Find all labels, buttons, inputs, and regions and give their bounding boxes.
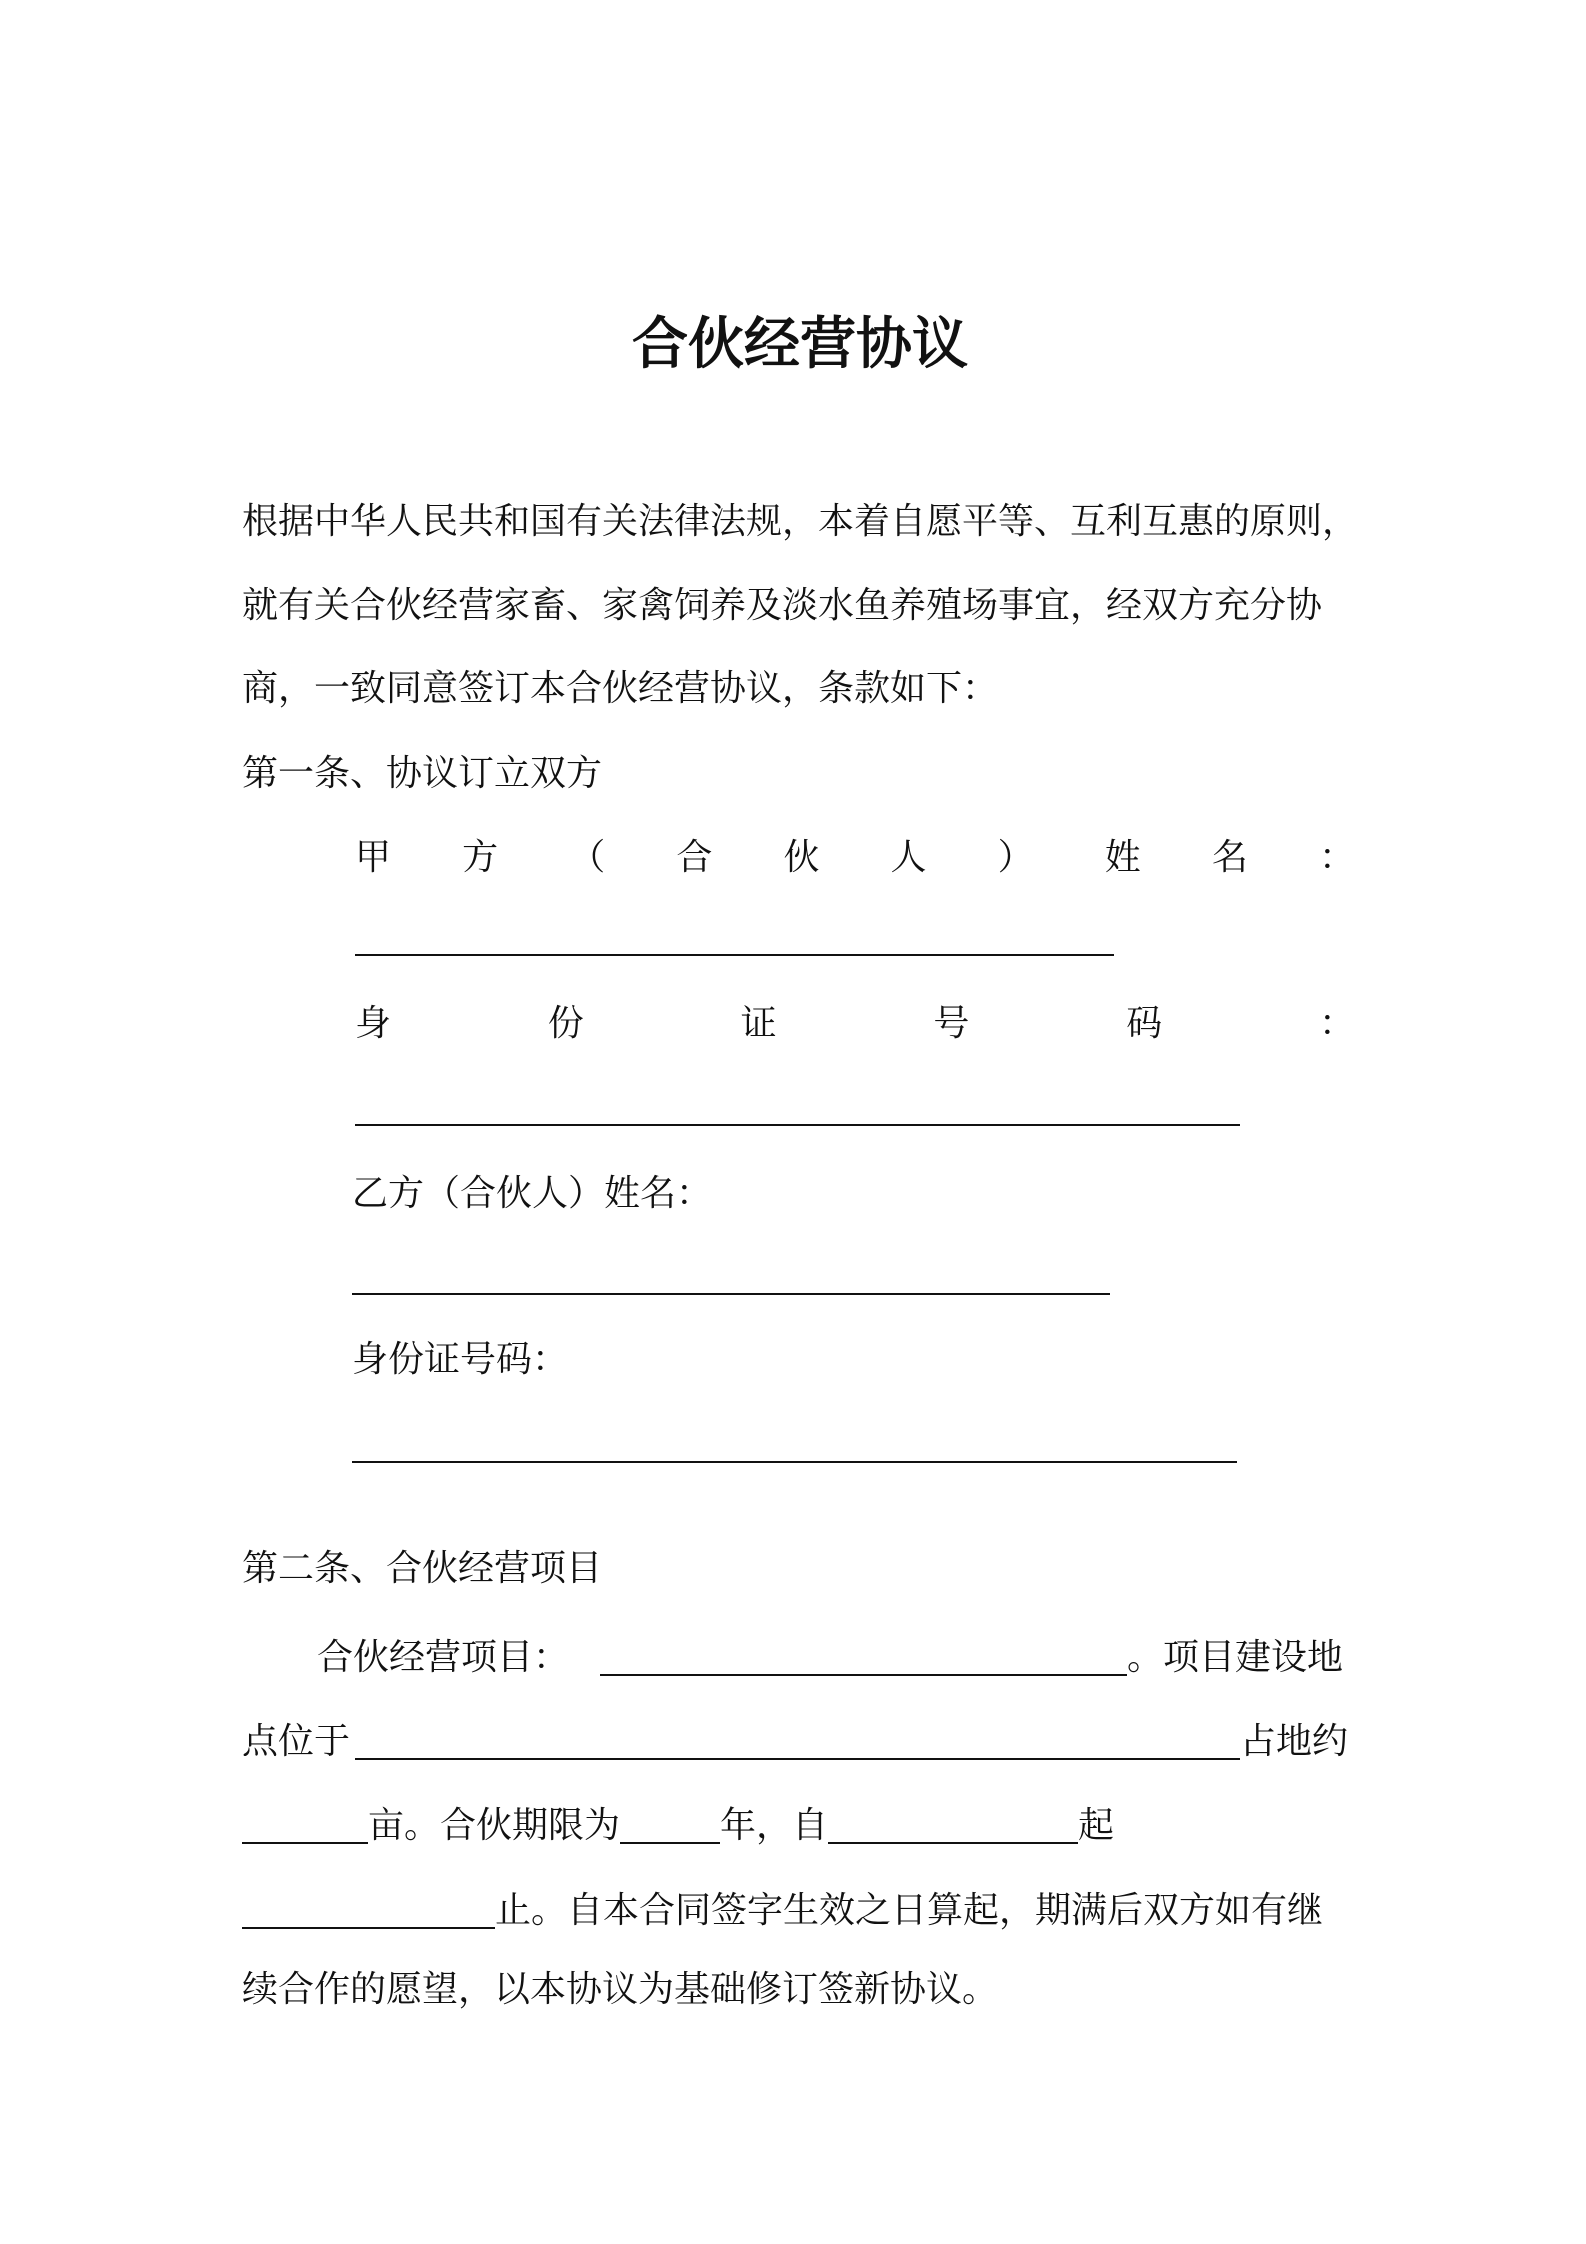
label-char: 姓: [1104, 837, 1141, 878]
location-label: 点位于: [242, 1721, 351, 1762]
label-char: 合: [676, 837, 713, 878]
article1-heading: 第一条、协议订立双方: [242, 753, 603, 794]
mu-label: 亩。合伙期限为: [368, 1805, 621, 1846]
label-char: 号: [933, 1003, 970, 1044]
label-char: 份: [547, 1003, 584, 1044]
party-b-name-label: 乙方（合伙人）姓名：: [352, 1173, 713, 1214]
area-label: 占地约: [1240, 1721, 1349, 1762]
label-char: ）: [997, 837, 1034, 878]
location-line: [242, 1720, 1348, 1764]
intro-line-3: 商，一致同意签订本合伙经营协议，条款如下：: [242, 668, 999, 709]
intro-line-1: 根据中华人民共和国有关法律法规，本着自愿平等、互利互惠的原则，: [242, 501, 1359, 542]
end-date-blank[interactable]: [242, 1893, 495, 1929]
location-blank[interactable]: [355, 1724, 1240, 1760]
project-line: [317, 1636, 1343, 1680]
label-char: 甲: [355, 837, 392, 878]
party-a-name-label: [355, 836, 1355, 880]
project-blank[interactable]: [600, 1640, 1127, 1676]
until-text: 止。自本合同签字生效之日算起，期满后双方如有继: [495, 1890, 1324, 1931]
last-line: 续合作的愿望，以本协议为基础修订签新协议。: [242, 1969, 999, 2010]
label-char: 伙: [783, 837, 820, 878]
years-blank[interactable]: [620, 1808, 720, 1844]
term-line: [242, 1804, 1114, 1848]
label-char: 名: [1211, 837, 1248, 878]
year-label: 年，自: [720, 1805, 829, 1846]
start-date-blank[interactable]: [828, 1808, 1078, 1844]
label-char: ：: [1318, 837, 1355, 878]
party-a-id-blank[interactable]: [355, 1090, 1240, 1126]
party-b-id-label: 身份证号码：: [352, 1339, 569, 1380]
label-char: （: [569, 837, 606, 878]
label-char: 证: [740, 1003, 777, 1044]
until-line: [242, 1889, 1323, 1933]
label-char: 方: [462, 837, 499, 878]
label-char: 码: [1126, 1003, 1163, 1044]
location-lead: 。项目建设地: [1127, 1637, 1344, 1678]
from-label: 起: [1078, 1805, 1115, 1846]
project-label: 合伙经营项目：: [317, 1637, 570, 1678]
label-char: 人: [890, 837, 927, 878]
label-char: 身: [355, 1003, 392, 1044]
intro-line-2: 就有关合伙经营家畜、家禽饲养及淡水鱼养殖场事宜，经双方充分协: [242, 585, 1323, 626]
document-title: 合伙经营协议: [632, 312, 968, 377]
party-a-id-label: [355, 1002, 1355, 1046]
article2-heading: 第二条、合伙经营项目: [242, 1548, 603, 1589]
party-b-name-blank[interactable]: [352, 1259, 1110, 1295]
party-b-id-blank[interactable]: [352, 1427, 1237, 1463]
party-a-name-blank[interactable]: [355, 920, 1114, 956]
area-blank[interactable]: [242, 1808, 368, 1844]
label-char: ：: [1318, 1003, 1355, 1044]
